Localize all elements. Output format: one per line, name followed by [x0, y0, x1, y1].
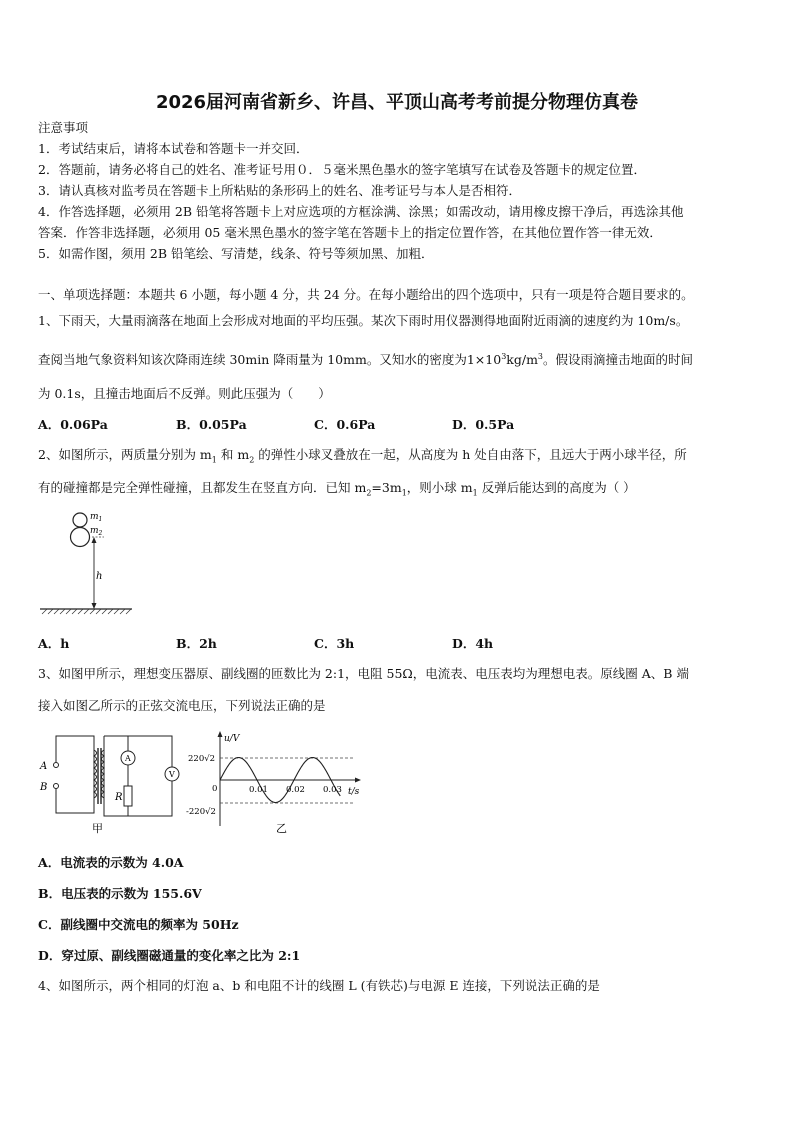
- arrow-down-icon: [92, 603, 97, 609]
- q2-line2-a: 有的碰撞都是完全弹性碰撞，且都发生在竖直方向．已知 m: [38, 480, 367, 495]
- q3-line1: 3、如图甲所示，理想变压器原、副线圈的匝数比为 2:1，电阻 55Ω，电流表、电压表均为理想电表。原线圈 A、B 端: [38, 666, 689, 681]
- q3-waveform-chart: [186, 728, 366, 836]
- q1-line3: 为 0.1s，且撞击地面后不反弹。则此压强为（ ）: [38, 386, 331, 401]
- origin-label: 0: [212, 784, 218, 794]
- notice-item-4-cont: 答案．作答非选择题，必须用 05 毫米黑色墨水的签字笔在答题卡上的指定位置作答，在其他位置作答一律无效．: [38, 225, 662, 240]
- q1-line2-text: 查阅当地气象资料知该次降雨连续 30min 降雨量为 10mm。又知水的密度为: [38, 352, 467, 368]
- q2-sub-2: 2: [249, 455, 255, 465]
- resistor-icon: [124, 786, 132, 806]
- q2-option-c: C．3h: [314, 636, 355, 651]
- q3-option-c: C．副线圈中交流电的频率为 50Hz: [38, 917, 239, 932]
- section-heading: 一、单项选择题：本题共 6 小题，每小题 4 分，共 24 分。在每小题给出的四个选项中，只有一项是符合题目要求的。: [38, 287, 694, 302]
- q2-sub-1: 1: [211, 455, 217, 465]
- arrow-up-icon: [92, 537, 97, 543]
- notice-item-5: 5．如需作图，须用 2B 铅笔绘、写清楚，线条、符号等须加黑、加粗．: [38, 246, 434, 261]
- q2-line1-b: 和 m: [216, 447, 250, 462]
- q4-line1: 4、如图所示，两个相同的灯泡 a、b 和电阻不计的线圈 L (有铁芯)与电源 E 连接，下列说法正确的是: [38, 978, 600, 993]
- q1-line2-tail: 。假设雨滴撞击地面的时间: [543, 352, 694, 368]
- q2-sub-5: 1: [472, 488, 478, 498]
- voltmeter-label: V: [169, 770, 175, 779]
- notice-item-4: 4．作答选择题，必须用 2B 铅笔将答题卡上对应选项的方框涂满、涂黑；如需改动，请用橡皮擦干净后，再选涂其他: [38, 204, 684, 219]
- q2-line1-a: 2、如图所示，两质量分别为 m: [38, 447, 212, 462]
- secondary-loop: [104, 736, 172, 816]
- q2-line1: [38, 447, 687, 469]
- ball-m2: [71, 528, 90, 547]
- q2-sub-3: 2: [366, 488, 372, 498]
- q3-option-d: D．穿过原、副线圈磁通量的变化率之比为 2:1: [38, 948, 301, 963]
- q1-density-exp: 3: [501, 352, 507, 361]
- q3-option-a: A．电流表的示数为 4.0A: [38, 855, 184, 870]
- q1-line2: [38, 349, 693, 368]
- ground-hatch: [42, 609, 131, 614]
- q2-line2: [38, 480, 636, 502]
- q2-line1-c: 的弹性小球叉叠放在一起，从高度为 h 处自由落下，且远大于两小球半径，所: [254, 447, 687, 462]
- x-tick-label: 0.02: [286, 785, 305, 795]
- x-tick-label: 0.03: [323, 785, 342, 795]
- q3-option-b: B．电压表的示数为 155.6V: [38, 886, 202, 901]
- q1-line1: 1、下雨天，大量雨滴落在地面上会形成对地面的平均压强。某次下雨时用仪器测得地面附近雨滴的速度约为 10m/s。: [38, 313, 689, 328]
- terminal-a: [54, 763, 59, 768]
- primary-loop: [56, 736, 94, 813]
- label-m2: $m_2$: [90, 526, 103, 537]
- y-axis-arrow-icon: [218, 731, 223, 737]
- q1-option-d: D．0.5Pa: [452, 417, 515, 432]
- q1-option-b: B．0.05Pa: [176, 417, 247, 432]
- label-h: h: [96, 571, 103, 582]
- x-tick-label: 0.01: [249, 785, 268, 795]
- y-tick-bottom: -220√2: [186, 807, 216, 817]
- ammeter-label: A: [125, 754, 131, 763]
- x-axis-label: t/s: [348, 787, 360, 797]
- q1-option-a: A．0.06Pa: [38, 417, 108, 432]
- y-tick-top: 220√2: [188, 754, 216, 764]
- q2-line2-c: ，则小球 m: [406, 480, 473, 495]
- notice-heading: 注意事项: [38, 120, 89, 135]
- q2-option-d: D．4h: [452, 636, 494, 651]
- q3-circuit-figure: [36, 728, 186, 836]
- q2-option-b: B．2h: [176, 636, 217, 651]
- notice-item-2: 2．答题前，请务必将自己的姓名、准考证号用０．５毫米黑色墨水的签字笔填写在试卷及答题卡的规定位置．: [38, 162, 646, 177]
- figure-caption-jia: 甲: [92, 822, 103, 835]
- terminal-b: [54, 784, 59, 789]
- q1-option-c: C．0.6Pa: [314, 417, 376, 432]
- q2-line2-b: =3m: [371, 480, 402, 495]
- q2-option-a: A．h: [38, 636, 70, 651]
- q1-density-unit: kg/m: [506, 352, 538, 368]
- x-axis-arrow-icon: [355, 778, 361, 783]
- q1-density-unit-exp: 3: [537, 352, 544, 361]
- q3-line2: 接入如图乙所示的正弦交流电压，下列说法正确的是: [38, 698, 326, 713]
- ball-m1: [73, 513, 87, 527]
- label-a: A: [40, 761, 48, 772]
- q1-density-base: 1×10: [466, 352, 502, 368]
- page-title: 2026届河南省新乡、许昌、平顶山高考考前提分物理仿真卷: [155, 92, 639, 113]
- figure-caption-yi: 乙: [276, 822, 287, 835]
- q2-line2-d: 反弹后能达到的高度为（ ）: [477, 480, 636, 495]
- resistor-label: R: [115, 792, 123, 803]
- notice-item-3: 3．请认真核对监考员在答题卡上所粘贴的条形码上的姓名、准考证号与本人是否相符．: [38, 183, 521, 198]
- q1-density: [467, 352, 543, 367]
- label-m1: $m_1$: [90, 512, 103, 523]
- notice-item-1: 1．考试结束后，请将本试卷和答题卡一并交回．: [38, 141, 309, 156]
- y-axis-label: u/V: [224, 734, 240, 744]
- q2-sub-4: 1: [401, 488, 407, 498]
- q2-figure: [36, 508, 136, 623]
- label-b: B: [40, 782, 48, 793]
